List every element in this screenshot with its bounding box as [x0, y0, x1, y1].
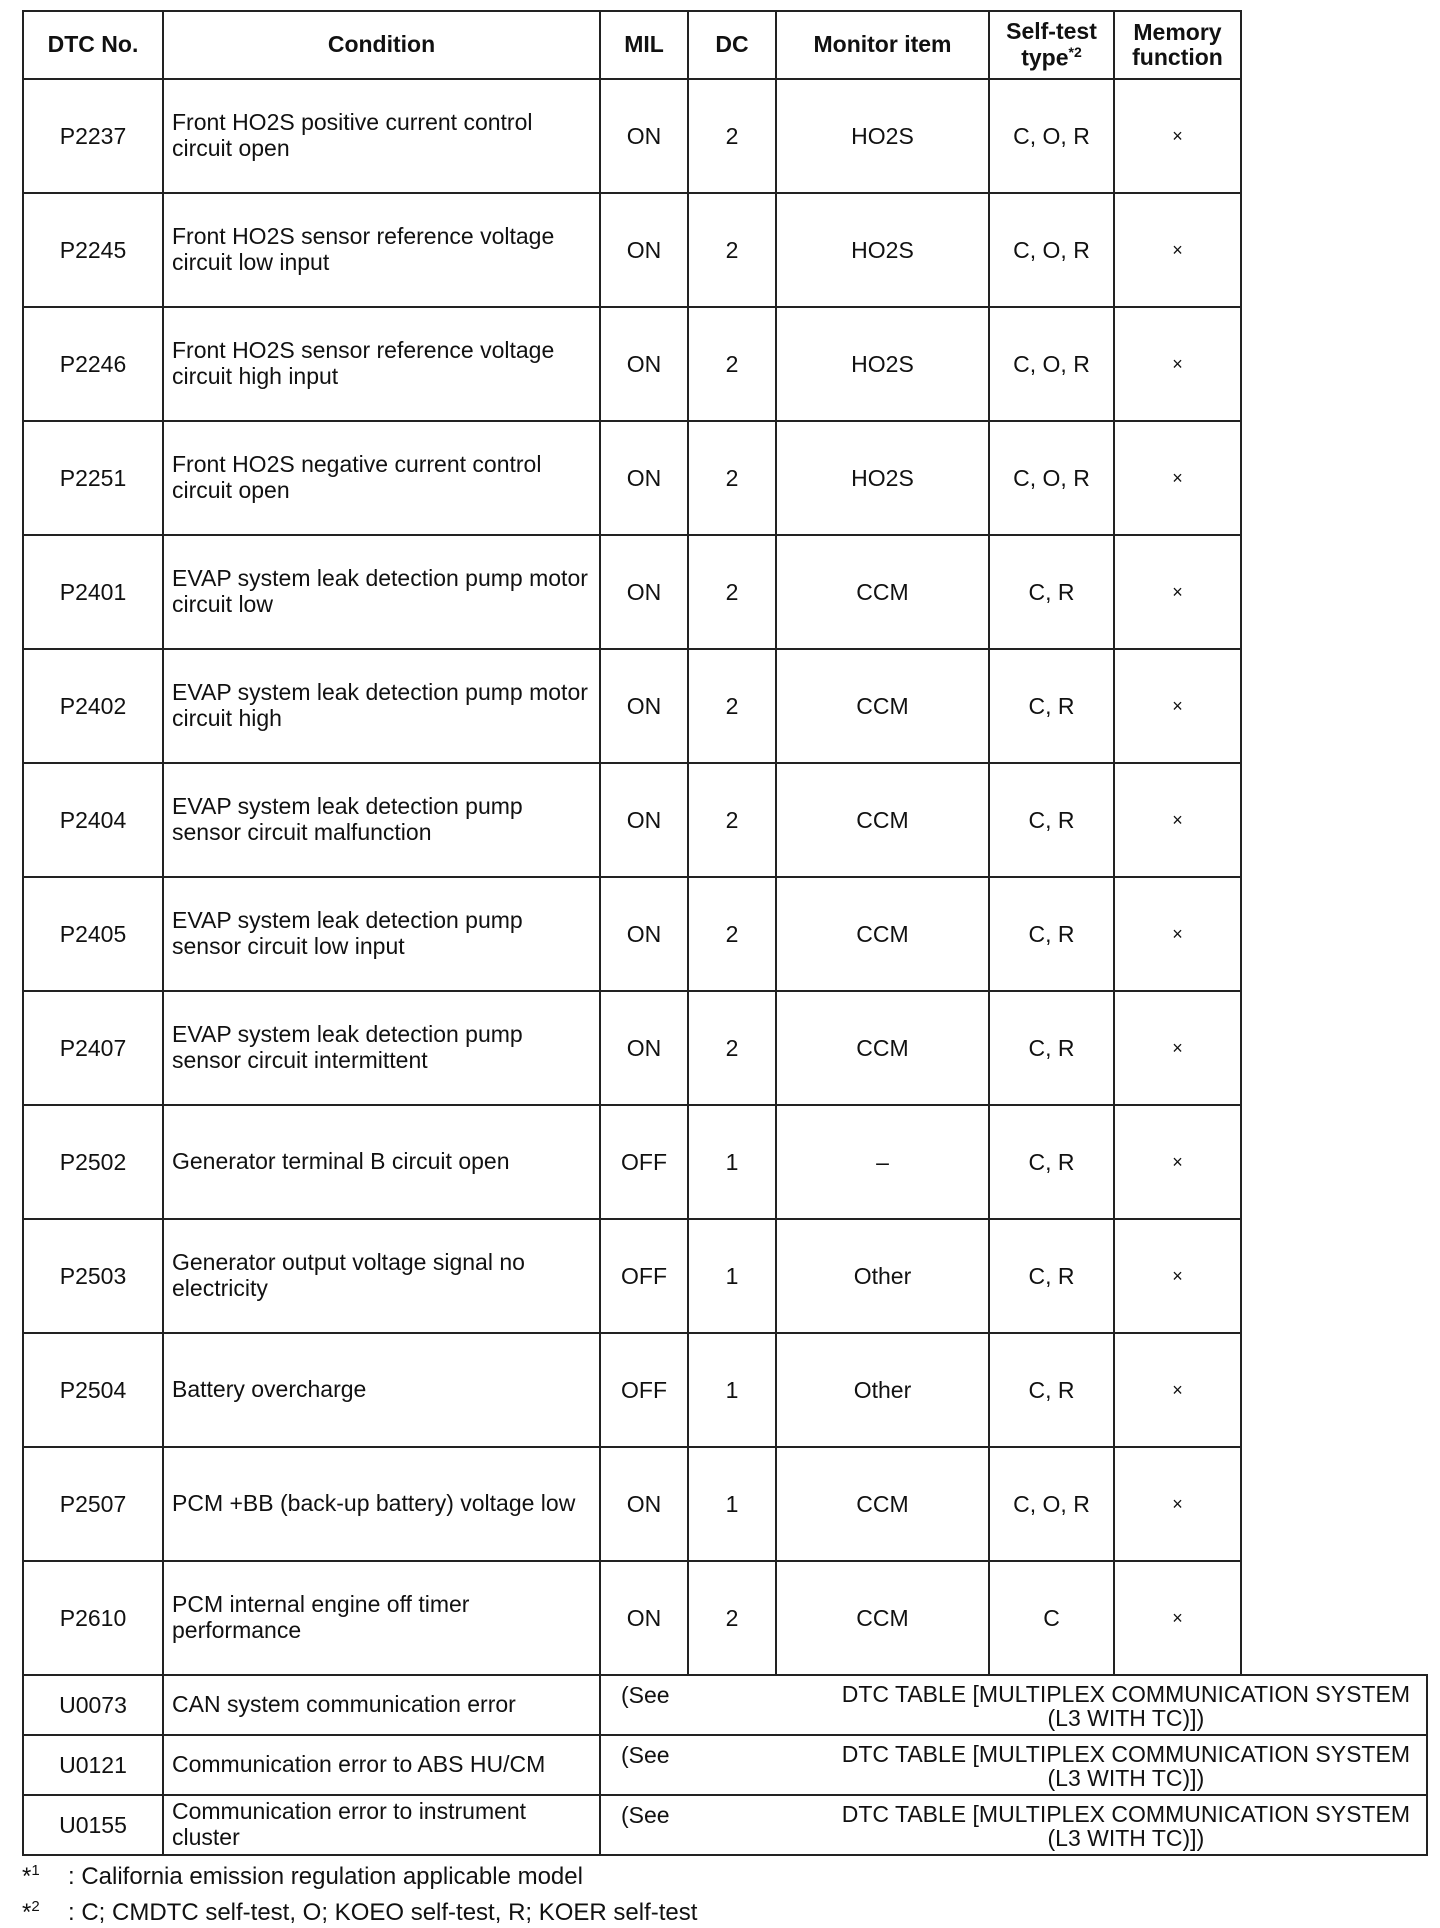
header-dtc-no: DTC No. — [23, 11, 163, 79]
monitor-item-cell: HO2S — [776, 421, 989, 535]
monitor-item-cell: CCM — [776, 1561, 989, 1675]
table-header-row — [23, 11, 1427, 79]
dc-cell: 2 — [688, 421, 776, 535]
table-row — [23, 763, 1427, 877]
self-test-type-cell: C, R — [989, 1333, 1114, 1447]
footnote-2-mark: * — [22, 1899, 32, 1926]
row-spacer — [1241, 1333, 1427, 1447]
dc-cell: 1 — [688, 1447, 776, 1561]
reference-link[interactable]: DTC TABLE [MULTIPLEX COMMUNICATION SYSTEM (L3 WITH TC)]) — [841, 1801, 1410, 1852]
memory-function-cell: × — [1114, 1561, 1241, 1675]
table-row — [23, 535, 1427, 649]
memory-function-cell: × — [1114, 79, 1241, 193]
self-test-type-cell: C, O, R — [989, 1447, 1114, 1561]
memory-function-cell: × — [1114, 1105, 1241, 1219]
dc-cell: 2 — [688, 307, 776, 421]
dc-cell: 2 — [688, 649, 776, 763]
memory-function-cell: × — [1114, 307, 1241, 421]
dc-cell: 2 — [688, 991, 776, 1105]
self-test-type-cell: C, O, R — [989, 421, 1114, 535]
dtc-code-cell: U0073 — [23, 1675, 163, 1735]
monitor-item-cell: – — [776, 1105, 989, 1219]
header-self-test-note: *2 — [1068, 43, 1082, 60]
memory-function-cell: × — [1114, 991, 1241, 1105]
self-test-type-cell: C, R — [989, 763, 1114, 877]
condition-cell: CAN system communication error — [163, 1675, 600, 1735]
row-spacer — [1241, 1105, 1427, 1219]
table-row — [23, 649, 1427, 763]
reference-link[interactable]: DTC TABLE [MULTIPLEX COMMUNICATION SYSTEM (L3 WITH TC)]) — [841, 1681, 1410, 1732]
monitor-item-cell: CCM — [776, 763, 989, 877]
footnote-2-number: 2 — [31, 1898, 40, 1915]
memory-function-cell: × — [1114, 1333, 1241, 1447]
mil-cell: ON — [600, 763, 688, 877]
condition-cell: Generator terminal B circuit open — [163, 1105, 600, 1219]
header-self-test-type — [989, 11, 1114, 79]
mil-cell: ON — [600, 1447, 688, 1561]
memory-function-cell: × — [1114, 535, 1241, 649]
row-spacer — [1241, 421, 1427, 535]
mil-cell: ON — [600, 991, 688, 1105]
condition-cell: EVAP system leak detection pump sensor circuit low input — [163, 877, 600, 991]
condition-cell: PCM +BB (back-up battery) voltage low — [163, 1447, 600, 1561]
header-self-test-label: Self-test type — [1006, 18, 1097, 71]
condition-cell: Front HO2S sensor reference voltage circuit low input — [163, 193, 600, 307]
row-spacer — [1241, 1219, 1427, 1333]
see-label: (See — [621, 1802, 670, 1828]
dtc-code-cell: P2610 — [23, 1561, 163, 1675]
monitor-item-cell: HO2S — [776, 193, 989, 307]
self-test-type-cell: C, O, R — [989, 307, 1114, 421]
dc-cell: 1 — [688, 1219, 776, 1333]
footnote-1-mark: * — [22, 1863, 32, 1890]
condition-cell: PCM internal engine off timer performance — [163, 1561, 600, 1675]
condition-cell: Front HO2S negative current control circuit open — [163, 421, 600, 535]
table-row — [23, 1447, 1427, 1561]
table-row — [23, 421, 1427, 535]
monitor-item-cell: CCM — [776, 1447, 989, 1561]
dc-cell: 2 — [688, 535, 776, 649]
row-spacer — [1241, 877, 1427, 991]
dtc-code-cell: P2251 — [23, 421, 163, 535]
self-test-type-cell: C, R — [989, 1219, 1114, 1333]
row-spacer — [1241, 991, 1427, 1105]
table-row — [23, 991, 1427, 1105]
dtc-code-cell: U0155 — [23, 1795, 163, 1855]
mil-cell: ON — [600, 649, 688, 763]
mil-cell: ON — [600, 535, 688, 649]
monitor-item-cell: HO2S — [776, 307, 989, 421]
dtc-code-cell: P2503 — [23, 1219, 163, 1333]
dtc-code-cell: P2245 — [23, 193, 163, 307]
table-row — [23, 1105, 1427, 1219]
dtc-code-cell: P2246 — [23, 307, 163, 421]
dtc-code-cell: P2502 — [23, 1105, 163, 1219]
mil-cell: OFF — [600, 1333, 688, 1447]
header-memory-function: Memory function — [1114, 11, 1241, 79]
footnote-1 — [22, 1856, 697, 1892]
header-dc: DC — [688, 11, 776, 79]
row-spacer — [1241, 649, 1427, 763]
dc-cell: 1 — [688, 1333, 776, 1447]
dtc-code-cell: P2504 — [23, 1333, 163, 1447]
dtc-code-cell: P2401 — [23, 535, 163, 649]
monitor-item-cell: CCM — [776, 991, 989, 1105]
condition-cell: Front HO2S positive current control circuit open — [163, 79, 600, 193]
reference-row — [23, 1735, 1427, 1795]
monitor-item-cell: Other — [776, 1333, 989, 1447]
header-condition: Condition — [163, 11, 600, 79]
self-test-type-cell: C, R — [989, 877, 1114, 991]
dtc-code-cell: U0121 — [23, 1735, 163, 1795]
self-test-type-cell: C, R — [989, 1105, 1114, 1219]
dc-cell: 1 — [688, 1105, 776, 1219]
monitor-item-cell: Other — [776, 1219, 989, 1333]
reference-link-cell — [600, 1795, 1427, 1855]
dc-cell: 2 — [688, 193, 776, 307]
dc-cell: 2 — [688, 877, 776, 991]
memory-function-cell: × — [1114, 877, 1241, 991]
reference-link-cell — [600, 1735, 1427, 1795]
mil-cell: ON — [600, 79, 688, 193]
table-row — [23, 1219, 1427, 1333]
monitor-item-cell: CCM — [776, 535, 989, 649]
row-spacer — [1241, 193, 1427, 307]
dtc-table — [22, 10, 1428, 1856]
see-label: (See — [621, 1742, 670, 1768]
mil-cell: ON — [600, 421, 688, 535]
header-spacer — [1241, 11, 1427, 79]
condition-cell: Generator output voltage signal no electricity — [163, 1219, 600, 1333]
self-test-type-cell: C, R — [989, 535, 1114, 649]
see-label: (See — [621, 1682, 670, 1708]
row-spacer — [1241, 307, 1427, 421]
reference-row — [23, 1795, 1427, 1855]
table-row — [23, 1561, 1427, 1675]
condition-cell: Battery overcharge — [163, 1333, 600, 1447]
dc-cell: 2 — [688, 1561, 776, 1675]
table-row — [23, 877, 1427, 991]
footnotes — [22, 1856, 697, 1928]
table-row — [23, 307, 1427, 421]
condition-cell: Communication error to instrument cluster — [163, 1795, 600, 1855]
memory-function-cell: × — [1114, 1447, 1241, 1561]
dtc-code-cell: P2507 — [23, 1447, 163, 1561]
memory-function-cell: × — [1114, 421, 1241, 535]
condition-cell: EVAP system leak detection pump sensor circuit malfunction — [163, 763, 600, 877]
dc-cell: 2 — [688, 79, 776, 193]
memory-function-cell: × — [1114, 649, 1241, 763]
mil-cell: ON — [600, 1561, 688, 1675]
row-spacer — [1241, 1447, 1427, 1561]
footnote-2 — [22, 1892, 697, 1928]
condition-cell: EVAP system leak detection pump motor circuit low — [163, 535, 600, 649]
row-spacer — [1241, 79, 1427, 193]
monitor-item-cell: CCM — [776, 649, 989, 763]
dtc-code-cell: P2237 — [23, 79, 163, 193]
condition-cell: EVAP system leak detection pump motor circuit high — [163, 649, 600, 763]
footnote-1-text: : California emission regulation applicable model — [68, 1863, 583, 1890]
footnote-2-text: : C; CMDTC self-test, O; KOEO self-test, R; KOER self-test — [68, 1899, 698, 1926]
dtc-code-cell: P2402 — [23, 649, 163, 763]
table-row — [23, 193, 1427, 307]
reference-link[interactable]: DTC TABLE [MULTIPLEX COMMUNICATION SYSTEM (L3 WITH TC)]) — [841, 1741, 1410, 1792]
header-monitor-item: Monitor item — [776, 11, 989, 79]
mil-cell: OFF — [600, 1105, 688, 1219]
monitor-item-cell: HO2S — [776, 79, 989, 193]
mil-cell: OFF — [600, 1219, 688, 1333]
self-test-type-cell: C, O, R — [989, 79, 1114, 193]
row-spacer — [1241, 535, 1427, 649]
memory-function-cell: × — [1114, 763, 1241, 877]
condition-cell: Communication error to ABS HU/CM — [163, 1735, 600, 1795]
row-spacer — [1241, 1561, 1427, 1675]
self-test-type-cell: C, R — [989, 649, 1114, 763]
dtc-code-cell: P2404 — [23, 763, 163, 877]
row-spacer — [1241, 763, 1427, 877]
footnote-1-number: 1 — [31, 1862, 40, 1879]
dtc-code-cell: P2407 — [23, 991, 163, 1105]
monitor-item-cell: CCM — [776, 877, 989, 991]
memory-function-cell: × — [1114, 193, 1241, 307]
dc-cell: 2 — [688, 763, 776, 877]
self-test-type-cell: C — [989, 1561, 1114, 1675]
mil-cell: ON — [600, 877, 688, 991]
self-test-type-cell: C, O, R — [989, 193, 1114, 307]
table-row — [23, 1333, 1427, 1447]
reference-link-cell — [600, 1675, 1427, 1735]
table-row — [23, 79, 1427, 193]
condition-cell: Front HO2S sensor reference voltage circuit high input — [163, 307, 600, 421]
mil-cell: ON — [600, 307, 688, 421]
table-body — [23, 79, 1427, 1675]
memory-function-cell: × — [1114, 1219, 1241, 1333]
dtc-code-cell: P2405 — [23, 877, 163, 991]
mil-cell: ON — [600, 193, 688, 307]
reference-rows — [23, 1675, 1427, 1855]
reference-row — [23, 1675, 1427, 1735]
condition-cell: EVAP system leak detection pump sensor circuit intermittent — [163, 991, 600, 1105]
header-mil: MIL — [600, 11, 688, 79]
self-test-type-cell: C, R — [989, 991, 1114, 1105]
